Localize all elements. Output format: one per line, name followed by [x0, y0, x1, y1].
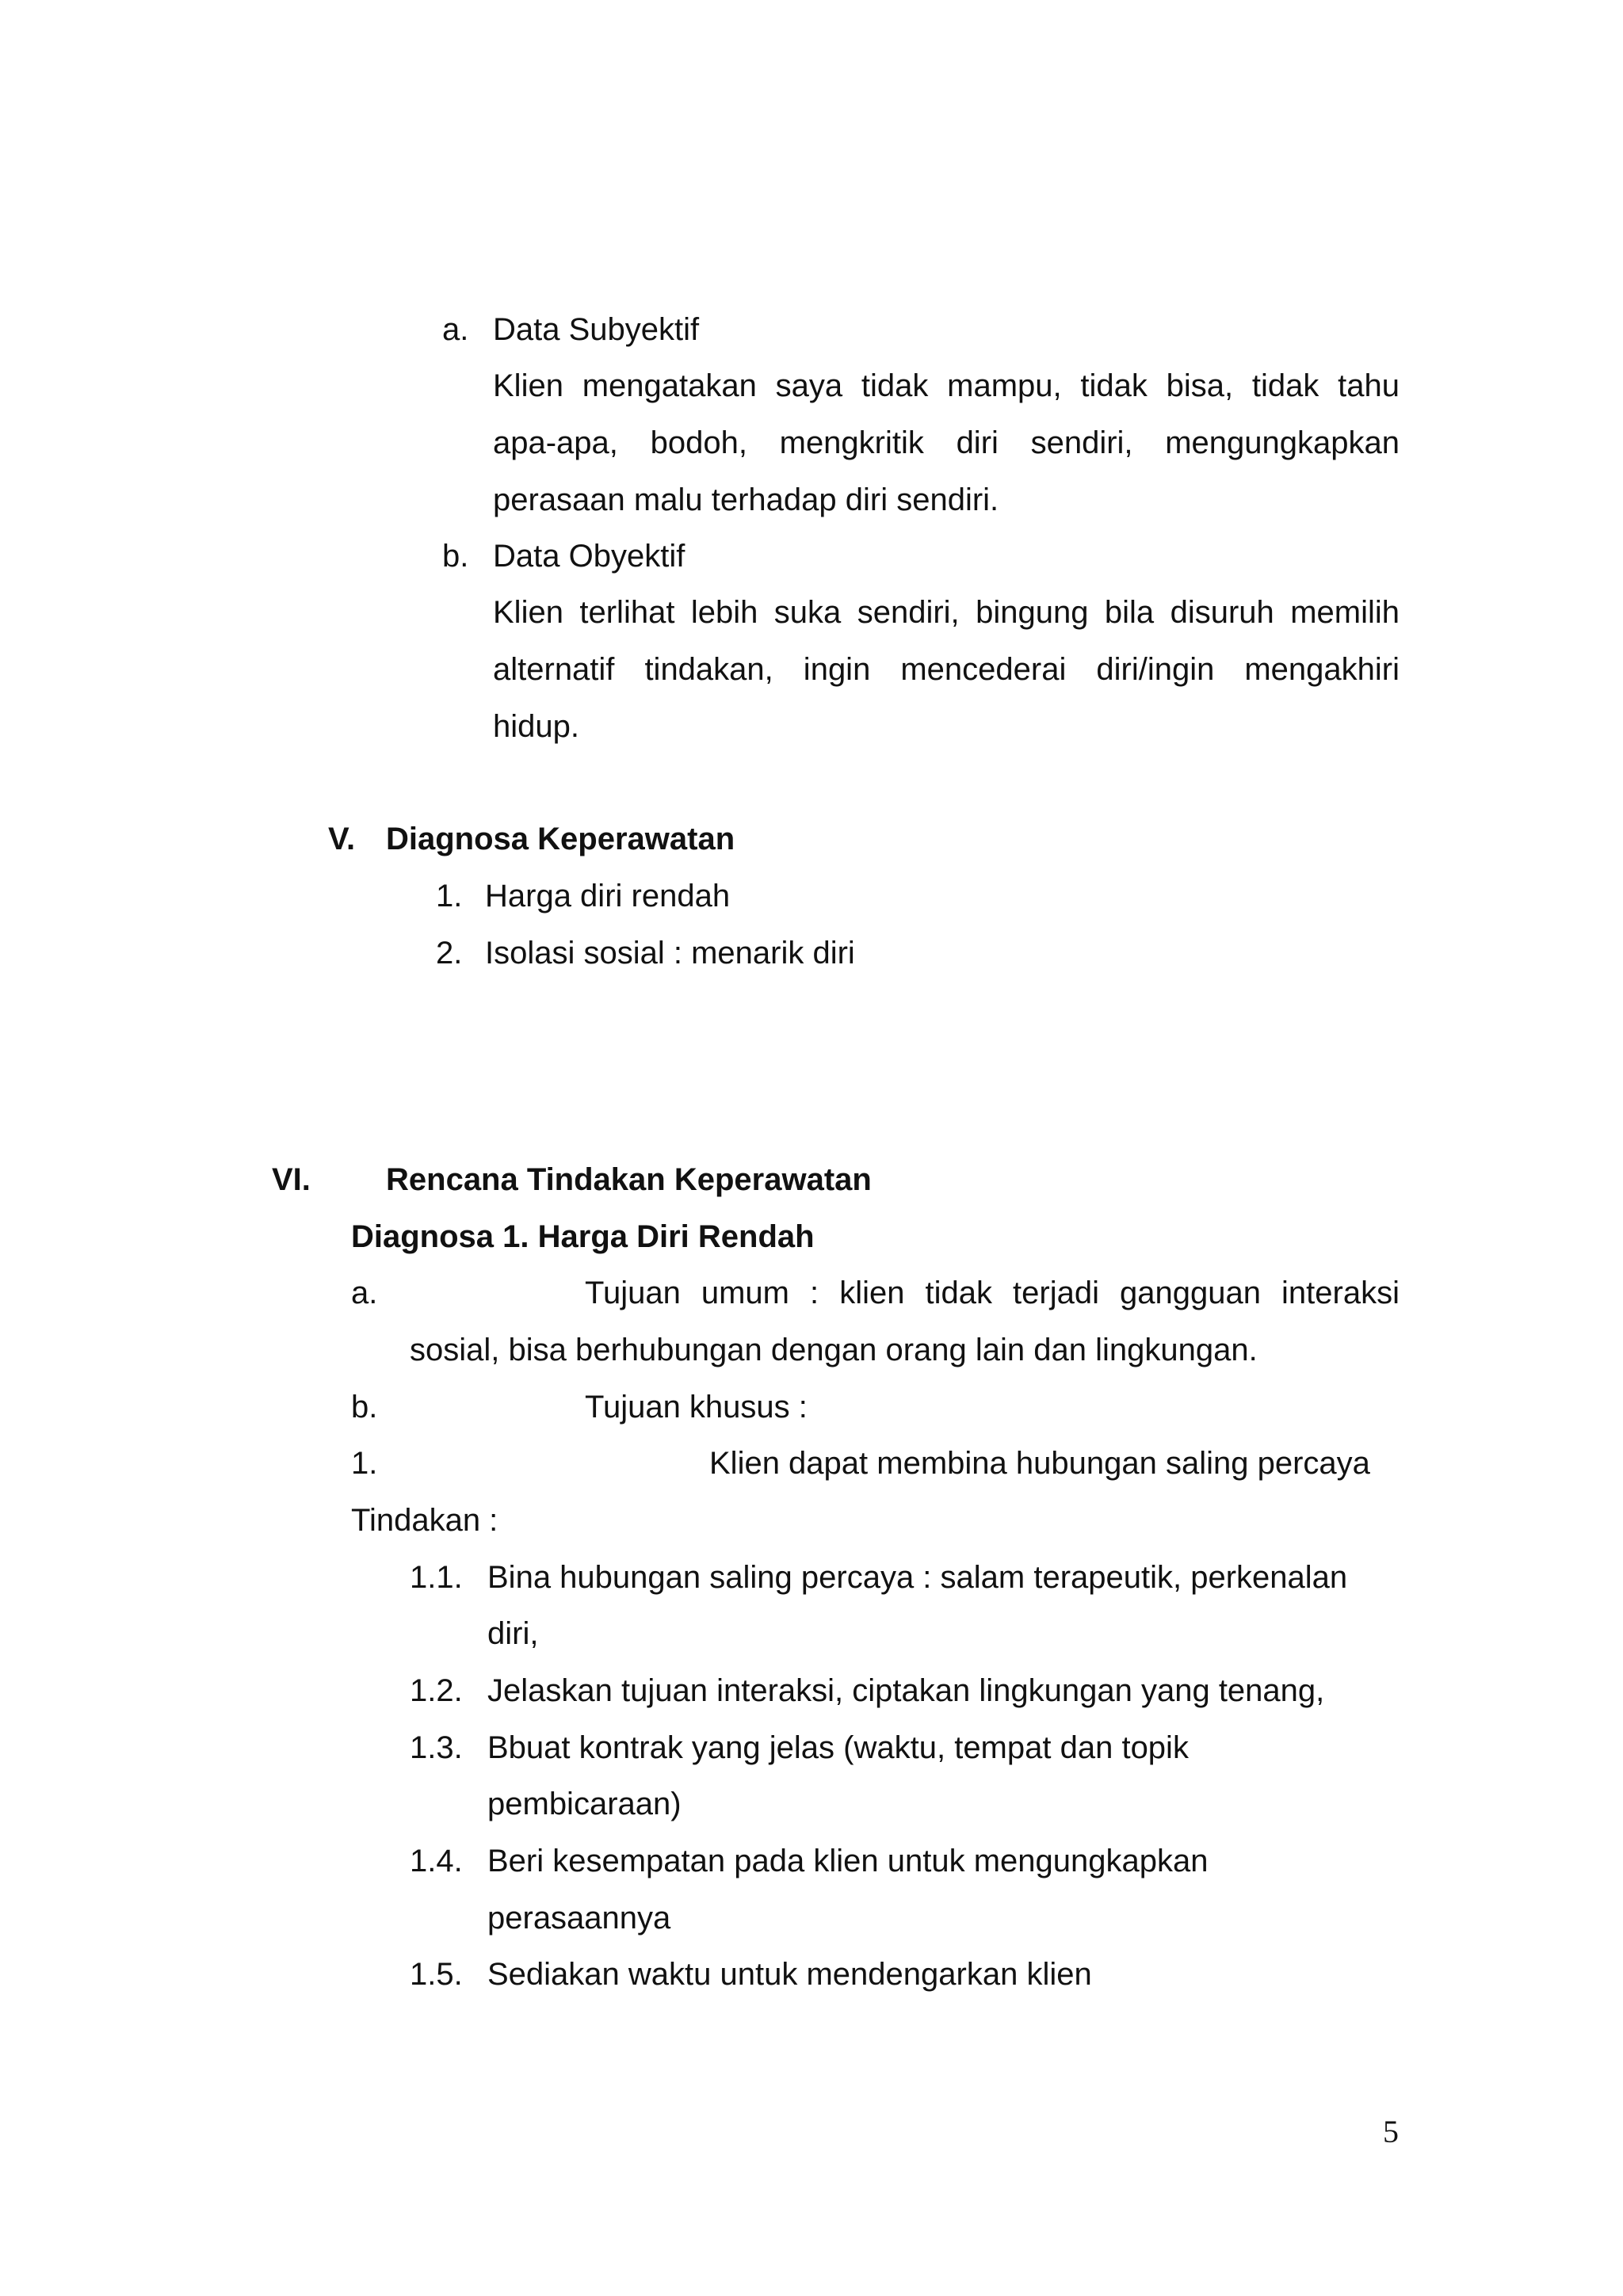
paragraph-line: apa-apa, bodoh, mengkritik diri sendiri, mengungkapkan	[493, 425, 1400, 460]
action-text: Bina hubungan saling percaya : salam terapeutik, perkenalan	[487, 1560, 1348, 1595]
action-number: 1.3.	[410, 1730, 463, 1765]
action-text: Bbuat kontrak yang jelas (waktu, tempat dan topik	[487, 1730, 1189, 1765]
goal-specific-heading: Tujuan khusus :	[585, 1390, 808, 1425]
goal-specific-item: Klien dapat membina hubungan saling percaya	[709, 1446, 1370, 1481]
action-text: diri,	[487, 1616, 539, 1651]
item-title-data-subyektif: Data Subyektif	[493, 312, 700, 347]
page-number: 5	[1383, 2114, 1399, 2149]
goal-general-line: sosial, bisa berhubungan dengan orang lain dan lingkungan.	[410, 1333, 1258, 1367]
action-text: Sediakan waktu untuk mendengarkan klien	[487, 1957, 1092, 1992]
item-title-data-obyektif: Data Obyektif	[493, 539, 685, 574]
action-number: 1.2.	[410, 1673, 463, 1708]
goal-marker-a: a.	[351, 1276, 378, 1310]
diagnosis-item: Isolasi sosial : menarik diri	[485, 936, 855, 971]
diagnosis-title: Diagnosa 1. Harga Diri Rendah	[351, 1219, 815, 1254]
paragraph-line: hidup.	[493, 709, 579, 744]
paragraph-line: Klien terlihat lebih suka sendiri, bingung bila disuruh memilih	[493, 595, 1400, 630]
section-v-numeral: V.	[328, 822, 356, 856]
action-number: 1.1.	[410, 1560, 463, 1595]
paragraph-line: Klien mengatakan saya tidak mampu, tidak bisa, tidak tahu	[493, 368, 1400, 403]
action-text: perasaannya	[487, 1901, 671, 1936]
goal-general-line: Tujuan umum : klien tidak terjadi gangguan interaksi	[585, 1276, 1400, 1310]
diagnosis-item: Harga diri rendah	[485, 879, 731, 913]
section-vi-heading: Rencana Tindakan Keperawatan	[386, 1162, 872, 1197]
action-text: Jelaskan tujuan interaksi, ciptakan lingkungan yang tenang,	[487, 1673, 1325, 1708]
action-text: pembicaraan)	[487, 1787, 682, 1821]
paragraph-line: alternatif tindakan, ingin mencederai diri/ingin mengakhiri	[493, 652, 1400, 687]
list-number: 2.	[436, 936, 463, 971]
list-marker-b: b.	[442, 539, 469, 574]
section-vi-numeral: VI.	[272, 1162, 311, 1197]
section-v-heading: Diagnosa Keperawatan	[386, 822, 735, 856]
goal-marker-b: b.	[351, 1390, 378, 1425]
action-number: 1.4.	[410, 1844, 463, 1878]
goal-number-1: 1.	[351, 1446, 378, 1481]
actions-label: Tindakan :	[351, 1503, 498, 1538]
paragraph-line: perasaan malu terhadap diri sendiri.	[493, 482, 999, 517]
list-number: 1.	[436, 879, 463, 913]
action-text: Beri kesempatan pada klien untuk mengungkapkan	[487, 1844, 1209, 1878]
action-number: 1.5.	[410, 1957, 463, 1992]
list-marker-a: a.	[442, 312, 469, 347]
